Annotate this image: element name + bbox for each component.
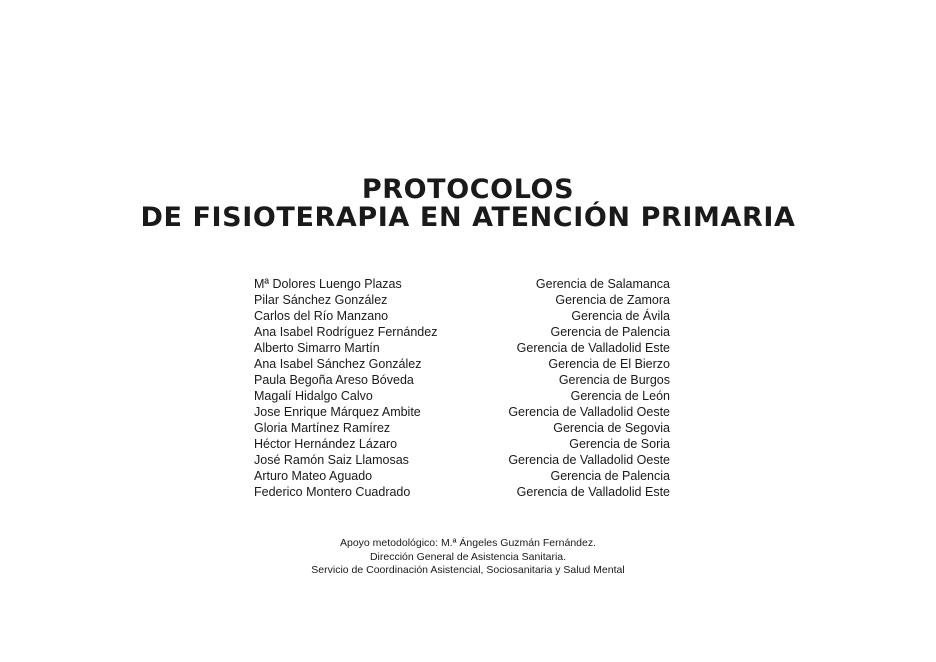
credit-methodology: Apoyo metodológico: M.ª Ángeles Guzmán Fernández. bbox=[339, 537, 597, 549]
title-line-1: PROTOCOLOS bbox=[361, 174, 575, 205]
author-organization: Gerencia de Valladolid Este bbox=[516, 485, 670, 499]
author-row bbox=[254, 276, 670, 292]
author-name: Gloria Martínez Ramírez bbox=[254, 421, 391, 435]
author-organization: Gerencia de El Bierzo bbox=[548, 357, 670, 371]
author-name: Paula Begoña Areso Bóveda bbox=[254, 373, 414, 387]
author-organization: Gerencia de Salamanca bbox=[535, 277, 670, 291]
author-name: Alberto Simarro Martín bbox=[254, 341, 380, 355]
author-name: Héctor Hernández Lázaro bbox=[254, 437, 398, 451]
title-line-2: DE FISIOTERAPIA EN ATENCIÓN PRIMARIA bbox=[140, 202, 796, 233]
author-organization: Gerencia de Segovia bbox=[553, 421, 670, 435]
author-name: Ana Isabel Sánchez González bbox=[254, 357, 422, 371]
author-list bbox=[254, 276, 670, 500]
author-row bbox=[254, 420, 670, 436]
author-name: Federico Montero Cuadrado bbox=[254, 485, 411, 499]
author-row bbox=[254, 436, 670, 452]
author-name: Mª Dolores Luengo Plazas bbox=[254, 277, 402, 291]
author-organization: Gerencia de Valladolid Oeste bbox=[508, 405, 670, 419]
credit-direction: Dirección General de Asistencia Sanitaria. bbox=[369, 550, 567, 563]
author-row bbox=[254, 324, 670, 340]
author-row bbox=[254, 340, 670, 356]
author-name: Pilar Sánchez González bbox=[254, 293, 388, 307]
author-row bbox=[254, 404, 670, 420]
author-row bbox=[254, 484, 670, 500]
author-row bbox=[254, 308, 670, 324]
author-row bbox=[254, 292, 670, 308]
author-name: Jose Enrique Márquez Ambite bbox=[254, 405, 421, 419]
author-organization: Gerencia de León bbox=[570, 389, 670, 403]
author-row bbox=[254, 388, 670, 404]
author-organization: Gerencia de Burgos bbox=[558, 373, 670, 387]
author-organization: Gerencia de Soria bbox=[569, 437, 670, 451]
author-row bbox=[254, 372, 670, 388]
author-name: José Ramón Saiz Llamosas bbox=[254, 453, 409, 467]
author-organization: Gerencia de Ávila bbox=[571, 309, 670, 323]
author-name: Carlos del Río Manzano bbox=[254, 309, 389, 323]
credit-service: Servicio de Coordinación Asistencial, Sociosanitaria y Salud Mental bbox=[311, 564, 625, 576]
author-organization: Gerencia de Valladolid Oeste bbox=[508, 453, 670, 467]
author-row bbox=[254, 468, 670, 484]
credits-block bbox=[0, 537, 936, 578]
author-row bbox=[254, 452, 670, 468]
author-organization: Gerencia de Valladolid Este bbox=[516, 341, 670, 355]
author-organization: Gerencia de Palencia bbox=[550, 325, 670, 339]
author-name: Arturo Mateo Aguado bbox=[254, 469, 373, 483]
document-title bbox=[0, 176, 936, 232]
author-organization: Gerencia de Palencia bbox=[550, 469, 670, 483]
author-name: Ana Isabel Rodríguez Fernández bbox=[254, 325, 438, 339]
author-row bbox=[254, 356, 670, 372]
author-organization: Gerencia de Zamora bbox=[555, 293, 670, 307]
author-name: Magalí Hidalgo Calvo bbox=[254, 389, 373, 403]
